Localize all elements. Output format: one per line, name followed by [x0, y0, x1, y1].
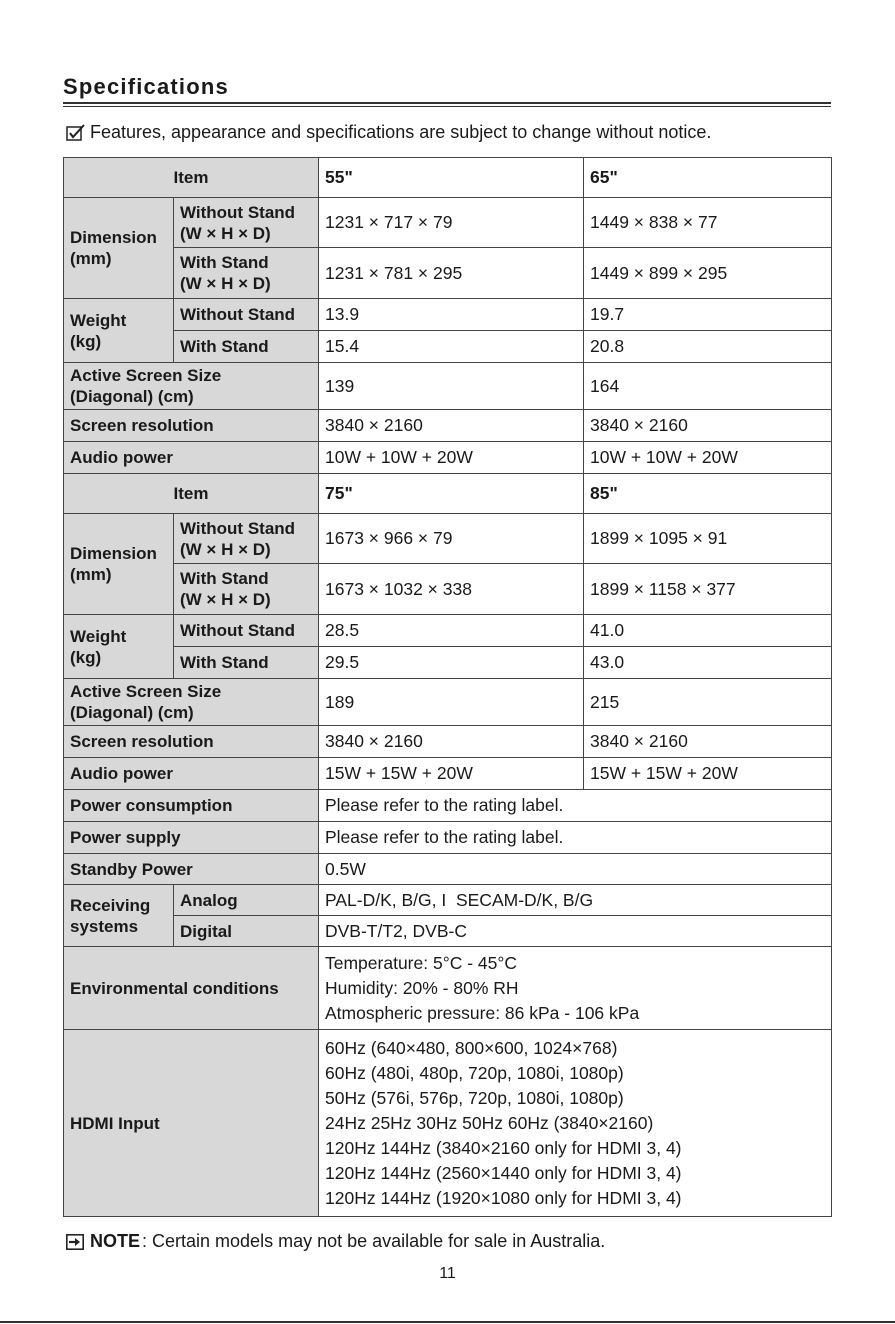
note-arrow-icon: [66, 1234, 84, 1250]
table-cell: 1449 × 899 × 295: [584, 248, 832, 299]
table-row: [64, 198, 832, 248]
with-stand-label: With Stand (W × H × D): [174, 248, 319, 299]
table-cell: 1449 × 838 × 77: [584, 198, 832, 248]
power-consumption-label: Power consumption: [64, 790, 319, 822]
table-row: [64, 514, 832, 564]
note-label: NOTE: [90, 1231, 141, 1251]
receiving-systems-label: Receiving systems: [64, 885, 174, 947]
table-cell: 15W + 15W + 20W: [319, 758, 584, 790]
dimension-label: Dimension (mm): [64, 198, 174, 299]
table-cell: 1231 × 717 × 79: [319, 198, 584, 248]
table-row: [64, 726, 832, 758]
hdmi-input-label: HDMI Input: [64, 1030, 319, 1217]
table-row: [64, 442, 832, 474]
table-cell: 1673 × 966 × 79: [319, 514, 584, 564]
screen-resolution-label: Screen resolution: [64, 726, 319, 758]
table-cell: Please refer to the rating label.: [319, 790, 832, 822]
title-rule-thin: [63, 106, 831, 107]
table-cell: 15W + 15W + 20W: [584, 758, 832, 790]
table-cell: 3840 × 2160: [584, 726, 832, 758]
table-cell: 3840 × 2160: [319, 726, 584, 758]
disclaimer: [66, 122, 711, 143]
digital-label: Digital: [174, 916, 319, 947]
without-stand-label: Without Stand (W × H × D): [174, 198, 319, 248]
table-cell: DVB-T/T2, DVB-C: [319, 916, 832, 947]
checkbox-pencil-icon: [66, 124, 86, 142]
analog-label: Analog: [174, 885, 319, 916]
table-row: [64, 564, 832, 615]
item-header: Item: [64, 474, 319, 514]
without-stand-label: Without Stand: [174, 299, 319, 331]
table-cell: 19.7: [584, 299, 832, 331]
table-cell: 215: [584, 679, 832, 726]
table-cell: 1899 × 1095 × 91: [584, 514, 832, 564]
active-screen-label: Active Screen Size (Diagonal) (cm): [64, 679, 319, 726]
power-supply-label: Power supply: [64, 822, 319, 854]
with-stand-label: With Stand: [174, 331, 319, 363]
active-screen-label: Active Screen Size (Diagonal) (cm): [64, 363, 319, 410]
specifications-table: [63, 157, 832, 1217]
model-header: 85": [584, 474, 832, 514]
environmental-values: Temperature: 5°C - 45°C Humidity: 20% - 80% RH Atmospheric pressure: 86 kPa - 106 kPa: [319, 947, 832, 1030]
dimension-label: Dimension (mm): [64, 514, 174, 615]
disclaimer-text: Features, appearance and specifications are subject to change without notice.: [90, 122, 712, 142]
table-cell: 139: [319, 363, 584, 410]
title-rule: [63, 102, 831, 104]
without-stand-label: Without Stand (W × H × D): [174, 514, 319, 564]
table-row: [64, 679, 832, 726]
hdmi-input-values: 60Hz (640×480, 800×600, 1024×768) 60Hz (480i, 480p, 720p, 1080i, 1080p) 50Hz (576i, 576p, 720p, 1080i, 1080p) 24Hz 25Hz 30Hz 50Hz 60Hz (3840×2160) 120Hz 144Hz (3840×2160 only for HDMI 3, 4) 120Hz 144Hz (2560×1440 only for HDMI 3, 4) 120Hz 144Hz (1920×1080 only for HDMI 3, 4): [319, 1030, 832, 1217]
table-row: [64, 790, 832, 822]
table-cell: 41.0: [584, 615, 832, 647]
table-cell: 28.5: [319, 615, 584, 647]
table-row: [64, 885, 832, 916]
table-cell: PAL-D/K, B/G, I SECAM-D/K, B/G: [319, 885, 832, 916]
table-row: [64, 615, 832, 647]
table-row: [64, 410, 832, 442]
table-cell: 1231 × 781 × 295: [319, 248, 584, 299]
header-row: [64, 158, 832, 198]
table-cell: 1673 × 1032 × 338: [319, 564, 584, 615]
table-row: [64, 299, 832, 331]
with-stand-label: With Stand: [174, 647, 319, 679]
model-header: 75": [319, 474, 584, 514]
table-cell: 10W + 10W + 20W: [319, 442, 584, 474]
table-row: [64, 647, 832, 679]
model-header: 65": [584, 158, 832, 198]
table-cell: 15.4: [319, 331, 584, 363]
table-cell: 3840 × 2160: [584, 410, 832, 442]
table-cell: 0.5W: [319, 854, 832, 885]
table-cell: 164: [584, 363, 832, 410]
screen-resolution-label: Screen resolution: [64, 410, 319, 442]
table-cell: 3840 × 2160: [319, 410, 584, 442]
item-header: Item: [64, 158, 319, 198]
table-row: [64, 947, 832, 1030]
table-row: [64, 916, 832, 947]
table-cell: 10W + 10W + 20W: [584, 442, 832, 474]
note-text: : Certain models may not be available for sale in Australia.: [142, 1231, 606, 1251]
table-row: [64, 248, 832, 299]
table-cell: 29.5: [319, 647, 584, 679]
table-row: [64, 331, 832, 363]
bottom-rule: [0, 1321, 895, 1323]
with-stand-label: With Stand (W × H × D): [174, 564, 319, 615]
table-cell: 13.9: [319, 299, 584, 331]
note: [66, 1231, 605, 1252]
header-row: [64, 474, 832, 514]
page-title: Specifications: [63, 74, 229, 99]
weight-label: Weight (kg): [64, 299, 174, 363]
audio-power-label: Audio power: [64, 442, 319, 474]
table-cell: 1899 × 1158 × 377: [584, 564, 832, 615]
table-row: [64, 1030, 832, 1217]
table-row: [64, 363, 832, 410]
table-row: [64, 758, 832, 790]
table-cell: 20.8: [584, 331, 832, 363]
without-stand-label: Without Stand: [174, 615, 319, 647]
weight-label: Weight (kg): [64, 615, 174, 679]
table-cell: Please refer to the rating label.: [319, 822, 832, 854]
table-cell: 189: [319, 679, 584, 726]
table-row: [64, 822, 832, 854]
audio-power-label: Audio power: [64, 758, 319, 790]
standby-power-label: Standby Power: [64, 854, 319, 885]
model-header: 55": [319, 158, 584, 198]
table-cell: 43.0: [584, 647, 832, 679]
table-row: [64, 854, 832, 885]
page-number: 11: [439, 1265, 456, 1282]
environmental-label: Environmental conditions: [64, 947, 319, 1030]
